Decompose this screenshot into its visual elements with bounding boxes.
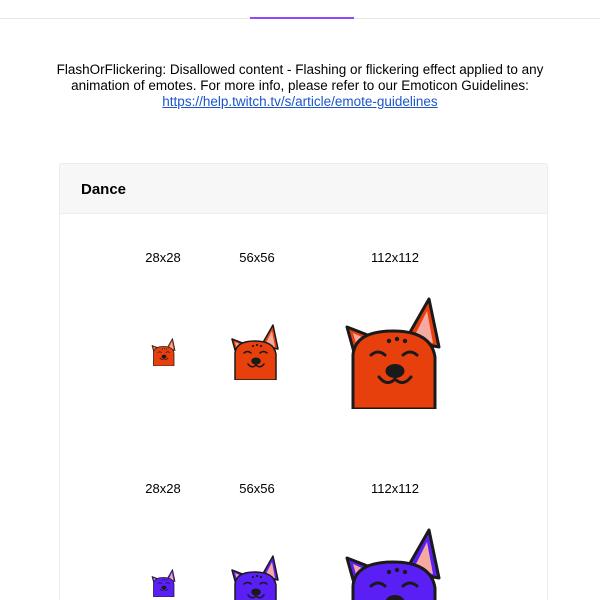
size-label-28: 28x28 (145, 250, 181, 265)
fox-emote-icon (335, 297, 447, 409)
size-label-56: 56x56 (239, 481, 275, 496)
notice-text: FlashOrFlickering: Disallowed content - Flashing or flickering effect applied to any animation of emotes. For more info, please refer to our Emoticon Guidelines: (56, 62, 544, 93)
emote-card (59, 163, 548, 600)
fox-emote-icon (335, 528, 447, 600)
size-label-112: 112x112 (371, 481, 419, 496)
fox-emote-icon (226, 555, 282, 600)
emote-name: Dance (81, 181, 127, 198)
size-label-56: 56x56 (239, 250, 275, 265)
active-tab-indicator (250, 17, 354, 19)
fox-emote-icon (226, 324, 282, 380)
size-label-112: 112x112 (371, 250, 419, 265)
size-label-28: 28x28 (145, 481, 181, 496)
fox-emote-icon (149, 338, 177, 366)
card-header (60, 164, 547, 214)
emote-guidelines-link[interactable]: https://help.twitch.tv/s/article/emote-guidelines (162, 94, 438, 109)
rejection-notice (40, 62, 560, 110)
fox-emote-icon (149, 569, 177, 597)
